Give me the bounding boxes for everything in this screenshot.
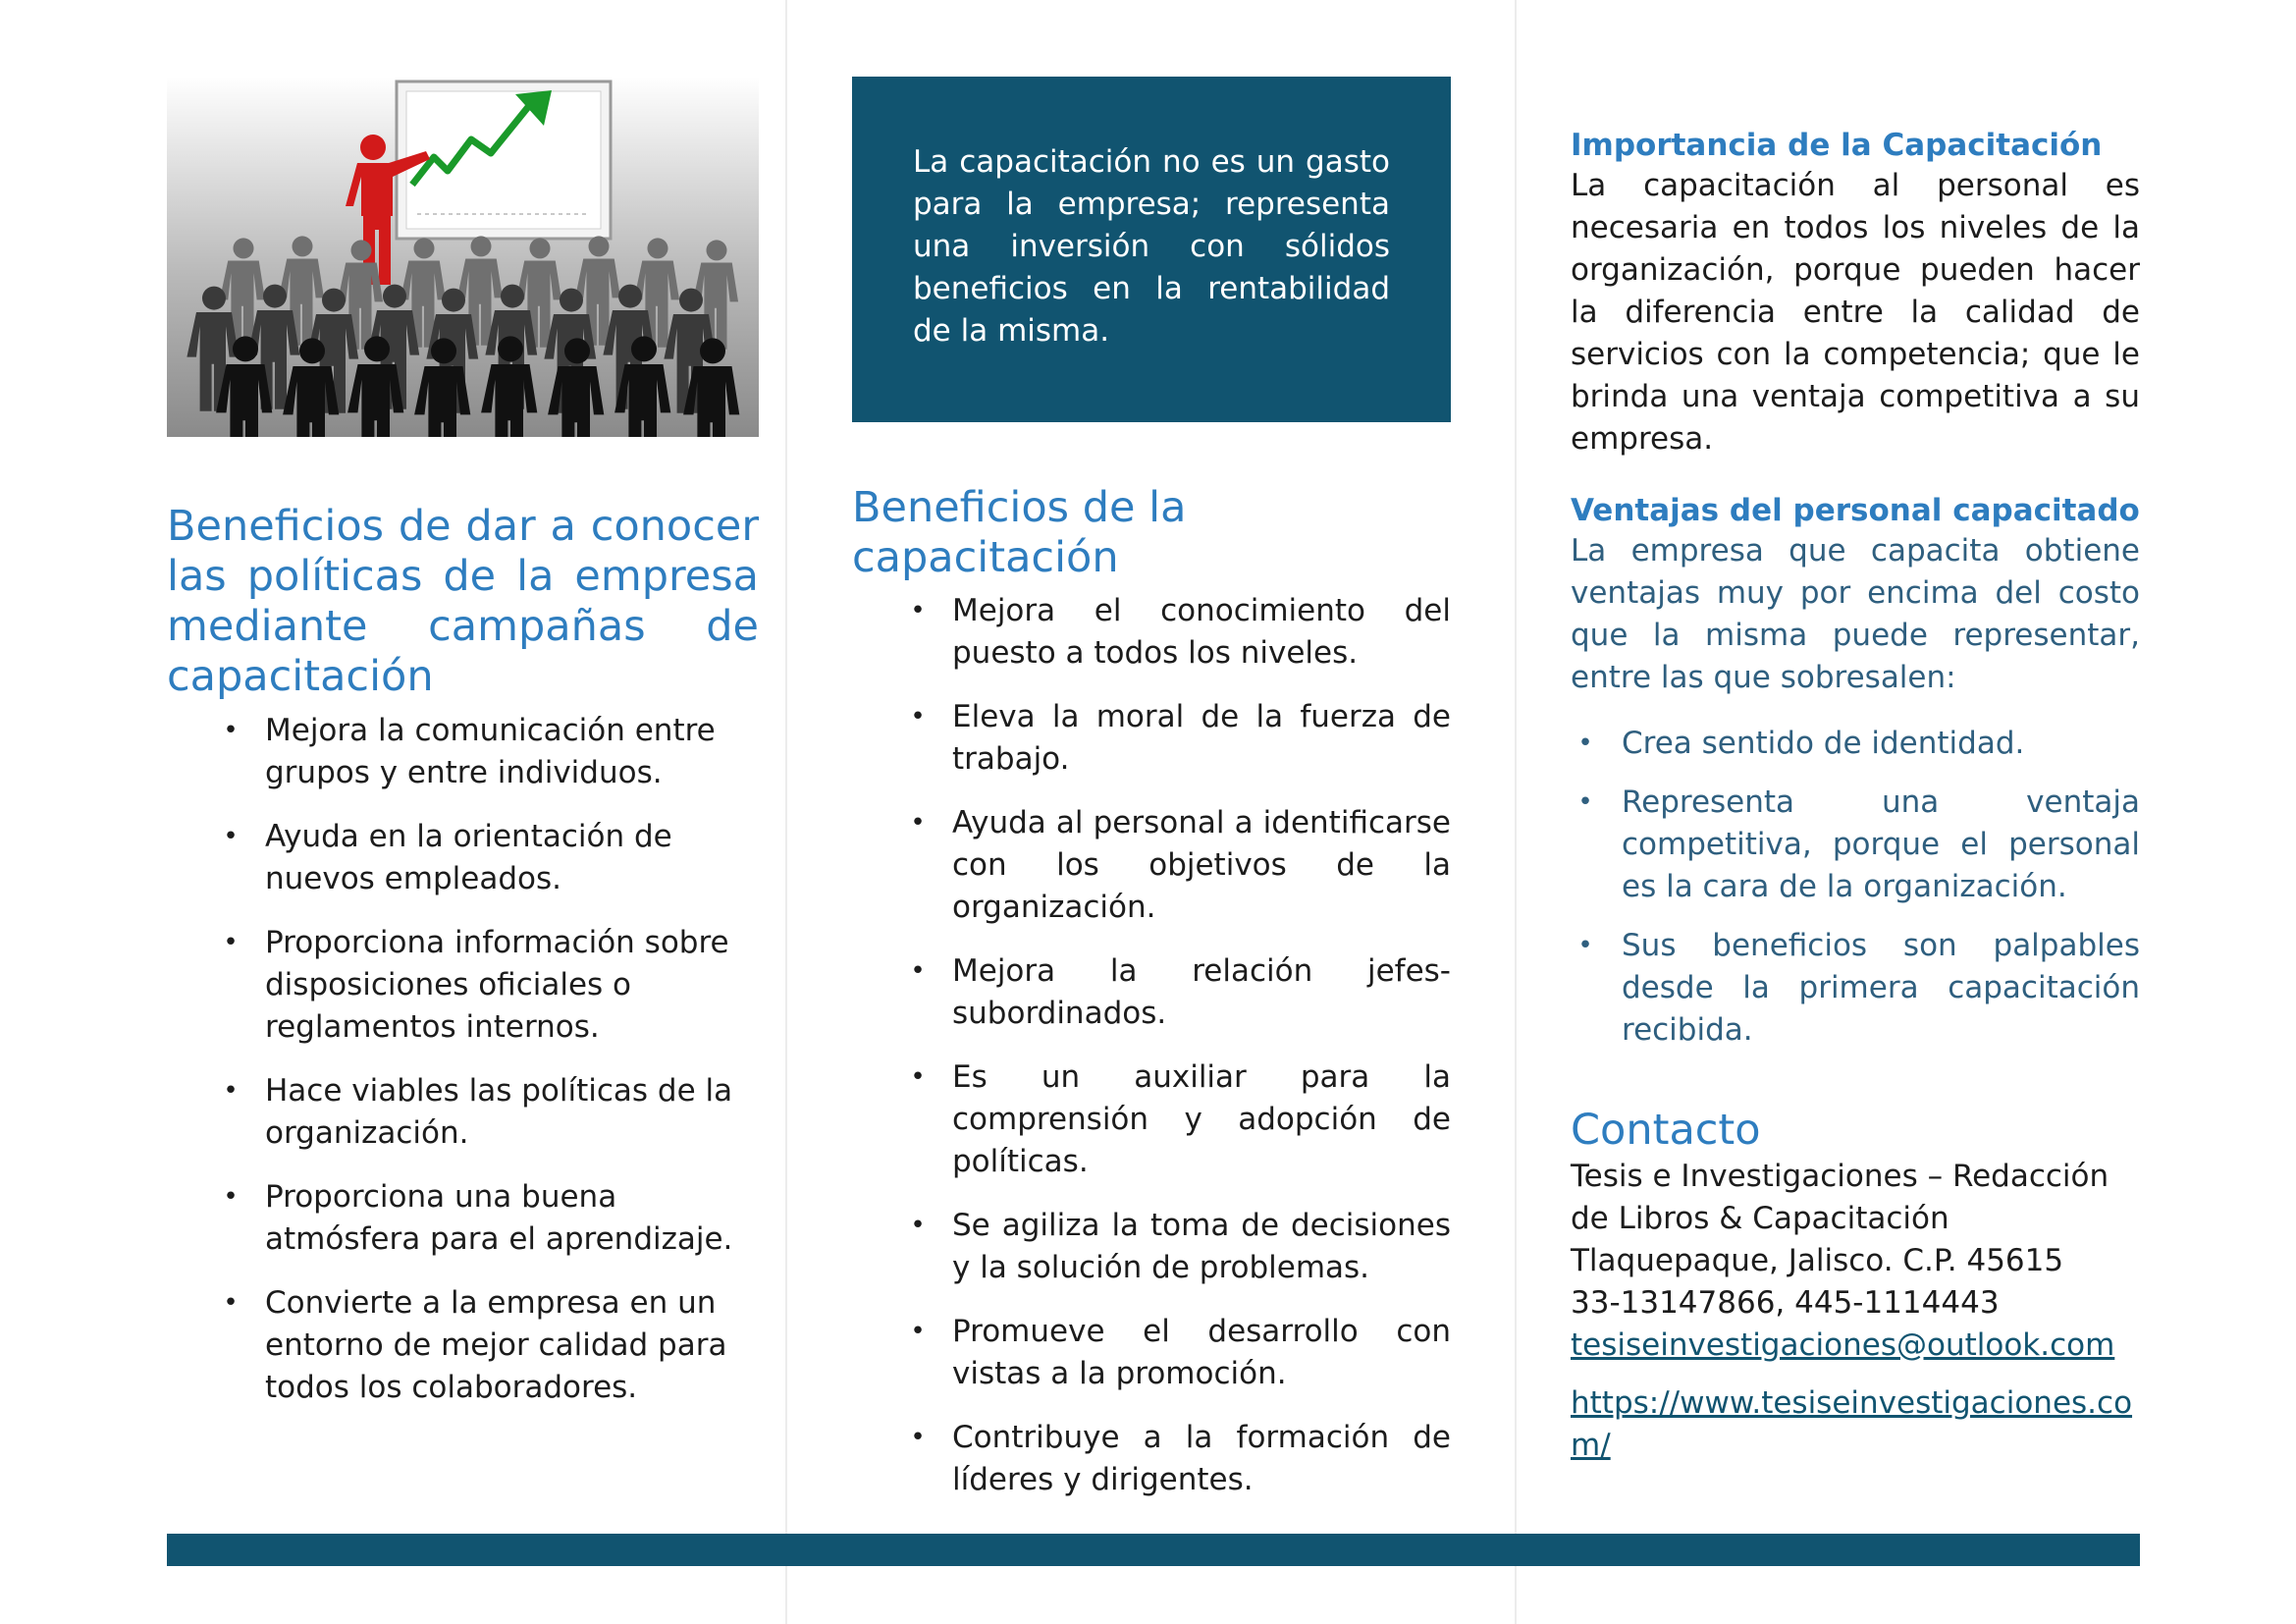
list-item: [910, 802, 1451, 929]
list-item: [910, 1205, 1451, 1289]
fold-line-1: [785, 0, 787, 1624]
bullet-icon: •: [910, 1062, 926, 1092]
bullet-icon: •: [223, 822, 239, 851]
bullet-icon: •: [1577, 787, 1593, 817]
right-panel: [1571, 126, 2140, 1467]
importance-text: La capacitación al personal es necesaria en todos los niveles de la organización, porque pueden hacer la diferencia entre la calidad de servicios con la competencia; que le brinda una ventaja competitiva a su empresa.: [1571, 168, 2140, 457]
bullet-icon: •: [1577, 931, 1593, 960]
bullet-icon: •: [223, 1076, 239, 1106]
list-item-text: Ayuda en la orientación de nuevos empleados.: [265, 819, 672, 896]
list-item: [223, 1176, 759, 1261]
list-item-text: Mejora el conocimiento del puesto a todos los niveles.: [952, 593, 1451, 671]
contact-address: Tlaquepaque, Jalisco. C.P. 45615: [1571, 1243, 2064, 1278]
contact-phones: 33-13147866, 445-1114443: [1571, 1285, 2000, 1321]
list-item: [223, 1070, 759, 1155]
footer-bar: [167, 1534, 2140, 1566]
list-item: [910, 590, 1451, 675]
contact-company: Tesis e Investigaciones – Redacción de Libros & Capacitación: [1571, 1159, 2109, 1236]
list-item-text: Crea sentido de identidad.: [1622, 726, 2025, 761]
left-panel: [167, 77, 759, 1431]
bullet-icon: •: [1577, 729, 1593, 758]
left-section-title: Beneficios de dar a conocer las políticas de la empresa mediante campañas de capacitación: [167, 502, 759, 701]
list-item-text: Promueve el desarrollo con vistas a la promoción.: [952, 1314, 1451, 1391]
bullet-icon: •: [223, 716, 239, 745]
list-item: [1577, 723, 2140, 765]
list-item-text: Representa una ventaja competitiva, porque el personal es la cara de la organización.: [1622, 785, 2140, 904]
bullet-icon: •: [910, 702, 926, 731]
list-item-text: Hace viables las políticas de la organización.: [265, 1073, 733, 1151]
list-item: [223, 710, 759, 794]
list-item: [910, 696, 1451, 781]
bullet-icon: •: [910, 596, 926, 625]
fold-line-2: [1515, 0, 1517, 1624]
list-item-text: Sus beneficios son palpables desde la primera capacitación recibida.: [1622, 928, 2140, 1048]
list-item-text: Mejora la relación jefes-subordinados.: [952, 953, 1451, 1031]
bullet-icon: •: [223, 1182, 239, 1212]
middle-section-title: Beneficios de la capacitación: [852, 483, 1187, 582]
list-item-text: Contribuye a la formación de líderes y dirigentes.: [952, 1420, 1451, 1497]
contact-title: Contacto: [1571, 1106, 1761, 1155]
list-item-text: Ayuda al personal a identificarse con los objetivos de la organización.: [952, 805, 1451, 925]
advantages-title: Ventajas del personal capacitado: [1571, 493, 2140, 528]
advantages-text: La empresa que capacita obtiene ventajas muy por encima del costo que la misma puede representar, entre las que sobresalen:: [1571, 533, 2140, 695]
list-item: [910, 950, 1451, 1035]
bullet-icon: •: [910, 808, 926, 838]
list-item: [223, 816, 759, 900]
list-item-text: Eleva la moral de la fuerza de trabajo.: [952, 699, 1451, 777]
training-presentation-illustration: [167, 77, 759, 437]
importance-title: Importancia de la Capacitación: [1571, 128, 2103, 163]
callout-box: La capacitación no es un gasto para la empresa; representa una inversión con sólidos beneficios en la rentabilidad de la misma.: [852, 77, 1451, 422]
bullet-icon: •: [223, 928, 239, 957]
bullet-icon: •: [223, 1288, 239, 1318]
list-item-text: Convierte a la empresa en un entorno de mejor calidad para todos los colaboradores.: [265, 1285, 727, 1405]
list-item: [910, 1417, 1451, 1501]
list-item: [1577, 925, 2140, 1052]
bullet-icon: •: [910, 1423, 926, 1452]
list-item-text: Proporciona información sobre disposiciones oficiales o reglamentos internos.: [265, 925, 729, 1045]
bullet-icon: •: [910, 1211, 926, 1240]
left-benefits-list: [167, 710, 759, 1409]
list-item: [223, 922, 759, 1049]
list-item: [223, 1282, 759, 1409]
advantages-list: [1571, 723, 2140, 1052]
email-link[interactable]: tesiseinvestigaciones@outlook.com: [1571, 1327, 2115, 1363]
middle-panel: [852, 77, 1451, 1523]
list-item-text: Proporciona una buena atmósfera para el aprendizaje.: [265, 1179, 733, 1257]
list-item-text: Se agiliza la toma de decisiones y la solución de problemas.: [952, 1208, 1451, 1285]
list-item-text: Es un auxiliar para la comprensión y adopción de políticas.: [952, 1059, 1451, 1179]
website-link[interactable]: https://www.tesiseinvestigaciones.com/: [1571, 1385, 2133, 1463]
middle-benefits-list: [852, 590, 1451, 1501]
list-item: [910, 1056, 1451, 1183]
list-item: [910, 1311, 1451, 1395]
list-item-text: Mejora la comunicación entre grupos y entre individuos.: [265, 713, 716, 790]
list-item: [1577, 782, 2140, 908]
bullet-icon: •: [910, 956, 926, 986]
bullet-icon: •: [910, 1317, 926, 1346]
